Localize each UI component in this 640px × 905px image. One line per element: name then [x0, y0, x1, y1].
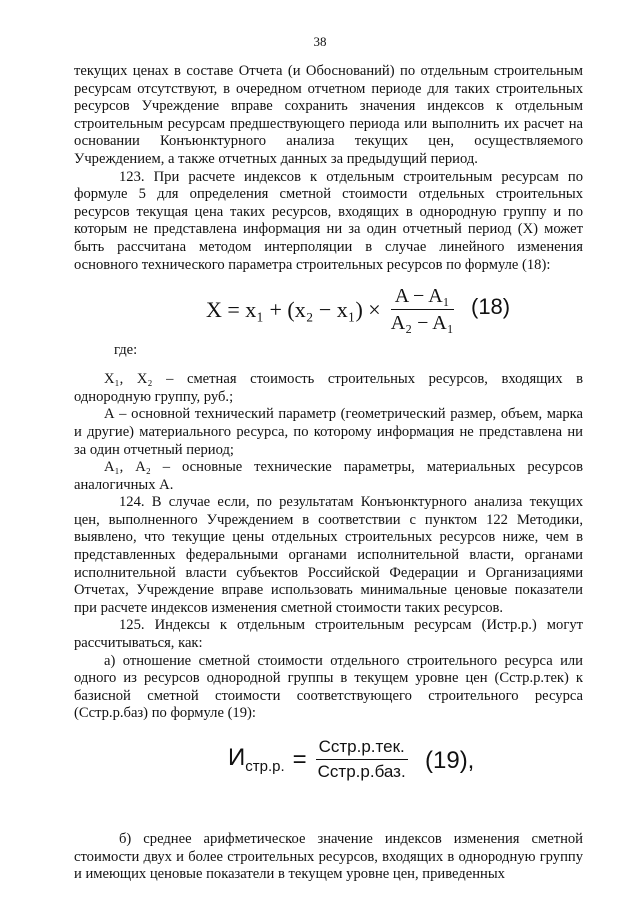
formula-19-numerator: Cстр.р.тек. — [316, 737, 408, 760]
where-label: где: — [114, 342, 138, 359]
definition-x-symbols: X₁, X₂ — [104, 371, 153, 388]
formula-19-fraction — [315, 737, 409, 782]
paragraph-125-a: а) отношение сметной стоимости отдельного строительного ресурса или одного из ресурсов однородной группы в текущем уровне цен (Cстр.р.тек) к базисной сметной стоимости соответствующего строительного ресурса (Cстр.р.баз) по формуле (19): — [74, 652, 583, 722]
formula-19-lhs-symbol: И — [228, 744, 246, 772]
definition-a: А – основной технический параметр (геометрический размер, объем, марка и другие) материального ресурса, по которому информация не представлена ни за один отчетный период; — [74, 406, 583, 458]
formula-18-denominator: A₂ − A₁ — [390, 312, 454, 335]
page-content — [74, 63, 583, 884]
formula-18 — [74, 280, 583, 338]
formula-19-denominator: Cстр.р.баз. — [317, 762, 406, 781]
paragraph-continuation: текущих ценах в составе Отчета (и Обоснований) по отдельным строительным ресурсам отсутствуют, в очередном отчетном периоде для таких строительных ресурсов Учреждение вправе сохранить значения индексов к отдельным строительным ресурсам предшествующего периода или выполнить их расчет на основании Конъюнктурного анализа текущих цен, осуществляемого Учреждением, а также отчетных данных за предыдущий период. — [74, 63, 583, 167]
formula-18-numerator: A − A₁ — [391, 284, 454, 310]
definition-a1-a2: А₁, А₂ – основные технические параметры, материальных ресурсов аналогичных А. — [74, 459, 583, 493]
paragraph-125-b: б) среднее арифметическое значение индексов изменения сметной стоимости двух и более строительных ресурсов, входящих в однородную группу и имеющих ценовые показатели в текущем уровне цен, приведенных — [74, 831, 583, 883]
definition-x-text: – сметная стоимость строительных ресурсов, входящих в однородную группу, руб.; — [74, 371, 583, 405]
formula-19-number: (19), — [425, 747, 475, 774]
formula-18-fraction — [387, 284, 458, 335]
formula-18-lhs: X = x₁ + (x₂ − x₁) × — [206, 296, 381, 322]
formula-19-equals: = — [292, 745, 307, 773]
definition-x — [74, 371, 583, 406]
formula-19 — [74, 733, 583, 809]
paragraph-125: 125. Индексы к отдельным строительным ресурсам (Истр.р.) могут рассчитываться, как: — [74, 617, 583, 652]
page-number: 38 — [313, 34, 327, 49]
formula-18-number: (18) — [471, 294, 511, 320]
formula-19-lhs — [228, 744, 285, 775]
formula-19-lhs-subscript: стр.р. — [245, 757, 285, 775]
paragraph-123: 123. При расчете индексов к отдельным строительным ресурсам по формуле 5 для определения сметной стоимости отдельных строительных ресурсов текущая цена таких ресурсов, входящих в однородную группу и по которым не представлена информация ни за один отчетный период (X) может быть рассчитана методом интерполяции в случае линейного изменения основного технического параметра строительных ресурсов по формуле (18): — [74, 168, 583, 273]
paragraph-124: 124. В случае если, по результатам Конъюнктурного анализа текущих цен, выполненного Учреждением в соответствии с пунктом 122 Методики, выявлено, что текущие цены отдельных строительных ресурсов ниже, чем в представленных федеральными органами исполнительной власти, органами исполнительной власти субъектов Российской Федерации и Организациями Отчетах, Учреждение вправе использовать минимальные ценовые показатели при расчете индексов изменения сметной стоимости таких ресурсов. — [74, 494, 583, 616]
